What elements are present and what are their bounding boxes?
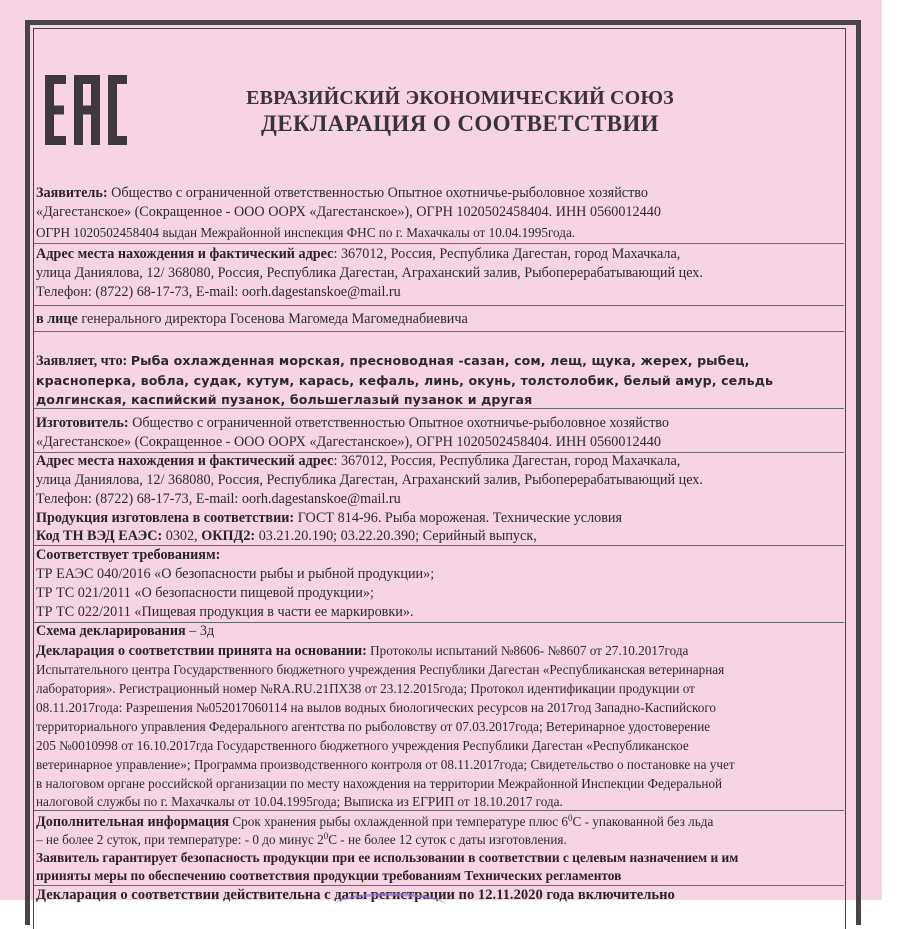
divider — [34, 305, 844, 306]
address-label: Адрес места нахождения и фактический адрес — [36, 246, 334, 262]
validity-text: Декларация о соответствии действительна с даты регистрации по 12.11.2020 года включительно — [36, 887, 675, 903]
document-header — [200, 86, 720, 138]
applicant-line-3: ОГРН 1020502458404 выдан Межрайонной инспекция ФНС по г. Махачкалы от 10.04.1995года. — [36, 225, 576, 240]
product-standard-label: Продукция изготовлена в соответствии: — [36, 510, 295, 526]
divider — [34, 331, 844, 332]
manufacturer-address-line-2: улица Даниялова, 12/ 368080, Россия, Республика Дагестан, Аграханский залив, Рыбоперерабатывающий цех. — [36, 472, 703, 488]
divider — [34, 810, 844, 811]
address-value: : 367012, Россия, Республика Дагестан, город Махачкала, — [333, 453, 681, 469]
applicant-line-2: «Дагестанское» (Сокращенное - ООО ООРХ «Дагестанское»), ОГРН 1020502458404. ИНН 0560012440 — [36, 204, 661, 220]
basis-value: Протоколы испытаний №8606- №8607 от 27.10.2017года — [366, 643, 689, 658]
guarantee-line-1 — [36, 848, 836, 867]
basis-line: в налоговом органе российской организации по месту нахождения на территории Межрайонной Инспекции Федеральной — [36, 776, 723, 791]
divider — [34, 243, 844, 244]
basis-line: 205 №0010998 от 16.10.2017гда Государственного бюджетного учреждения Республики Дагестан «Республиканское — [36, 738, 689, 753]
stamp-edge — [335, 893, 445, 916]
codes-line — [36, 527, 836, 546]
scheme-line — [36, 622, 836, 641]
requirement-item: ТР ТС 022/2011 «Пищевая продукция в части ее маркировки». — [36, 604, 414, 620]
declares-line-3: долгинская, каспийский пузанок, большеглазый пузанок и другая — [36, 392, 533, 407]
declares-line-1 — [36, 351, 836, 371]
manufacturer-address-line-1 — [36, 452, 836, 471]
guarantee-text: Заявитель гарантирует безопасность продукции при ее использовании в соответствии с целевым назначением и им — [36, 850, 739, 865]
requirements-label: Соответствует требованиям: — [36, 547, 221, 563]
applicant-line-1 — [36, 184, 836, 203]
basis-line: ветеринарное управление»; Программа производственного контроля от 08.11.2017года; Свидетельство о постановке на учет — [36, 757, 735, 772]
basis-line: лаборатория». Регистрационный номер №RA.RU.21ПХ38 от 23.12.2015года; Протокол идентификации продукции от — [36, 681, 695, 696]
manufacturer-name: Общество с ограниченной ответственностью Опытное охотничье-рыболовное хозяйство — [128, 415, 669, 431]
product-description: Рыба охлажденная морская, пресноводная -сазан, сом, лещ, щука, жерех, рыбец, — [130, 353, 750, 368]
divider — [34, 408, 844, 409]
applicant-phone-email: Телефон: (8722) 68-17-73, E-mail: oorh.dagestanskoe@mail.ru — [36, 284, 401, 300]
requirement-item: ТР ЕАЭС 040/2016 «О безопасности рыбы и рыбной продукции»; — [36, 566, 435, 582]
applicant-address-line-2: улица Даниялова, 12/ 368080, Россия, Республика Дагестан, Аграханский залив, Рыбоперерабатывающий цех. — [36, 265, 703, 281]
product-standard-value: ГОСТ 814-96. Рыба мороженая. Технические условия — [294, 510, 623, 526]
degree-sup: 0 — [323, 831, 329, 841]
storage-text: С - упакованной без льда — [572, 814, 714, 829]
okpd2-value: 03.21.20.190; 03.22.20.390; Серийный выпуск, — [255, 528, 537, 544]
address-label: Адрес места нахождения и фактический адрес — [36, 453, 334, 469]
applicant-name: Общество с ограниченной ответственностью Опытное охотничье-рыболовное хозяйство — [107, 185, 648, 201]
basis-line: территориального управления Федерального агентства по рыболовству от 07.03.2017года; Ветеринарное удостоверение — [36, 719, 711, 734]
basis-line: Испытательного центра Государственного бюджетного учреждения Республики Дагестан «Республиканская ветеринарная — [36, 662, 725, 677]
applicant-address-line-1 — [36, 245, 836, 264]
storage-text: Срок хранения рыбы охлажденной при температуре плюс 6 — [229, 814, 569, 829]
address-value: : 367012, Россия, Республика Дагестан, город Махачкала, — [333, 246, 681, 262]
storage-text: С - не более 12 суток с даты изготовления. — [328, 832, 567, 847]
representative-line — [36, 310, 836, 329]
basis-line-1 — [36, 641, 836, 661]
additional-info-line-2 — [36, 830, 836, 849]
additional-info-label: Дополнительная информация — [36, 814, 230, 830]
product-standard-line — [36, 509, 836, 528]
union-title: ЕВРАЗИЙСКИЙ ЭКОНОМИЧЕСКИЙ СОЮЗ — [246, 87, 674, 109]
tn-ved-label: Код ТН ВЭД ЕАЭС: — [36, 528, 163, 544]
storage-text: – не более 2 суток, при температуре: - 0 до минус 2 — [36, 832, 324, 847]
basis-label: Декларация о соответствии принята на основании: — [36, 643, 367, 659]
manufacturer-label: Изготовитель: — [36, 415, 129, 431]
representative-value: генерального директора Госенова Магомеда Магомеднабиевича — [77, 311, 468, 327]
eac-logo-icon — [45, 75, 127, 145]
okpd2-label: ОКПД2: — [201, 528, 256, 544]
declares-line-2: красноперка, вобла, судак, кутум, карась, кефаль, линь, окунь, толстолобик, белый амур, сельдь — [36, 373, 774, 388]
manufacturer-line-2: «Дагестанское» (Сокращенное - ООО ООРХ «Дагестанское»), ОГРН 1020502458404. ИНН 0560012440 — [36, 434, 661, 450]
basis-line: 08.11.2017года: Разрешения №052017060114 на вылов водных биологических ресурсов на 2017год Западно-Каспийского — [36, 700, 717, 715]
representative-label: в лице — [36, 311, 78, 327]
degree-sup: 0 — [568, 813, 573, 823]
requirements-heading — [36, 546, 836, 565]
declares-label: Заявляет, что: — [36, 353, 131, 369]
manufacturer-line-1 — [36, 414, 836, 433]
additional-info-line-1 — [36, 812, 836, 832]
document-title: ДЕКЛАРАЦИЯ О СООТВЕТСТВИИ — [261, 111, 659, 136]
requirement-item: ТР ТС 021/2011 «О безопасности пищевой продукции»; — [36, 585, 374, 601]
manufacturer-phone-email: Телефон: (8722) 68-17-73, E-mail: oorh.dagestanskoe@mail.ru — [36, 491, 401, 507]
guarantee-line-2 — [36, 866, 836, 885]
basis-line: налоговой службы по г. Махачкалы от 10.04.1995года; Выписка из ЕГРИП от 18.10.2017 года. — [36, 794, 563, 809]
guarantee-text: приняты меры по обеспечению соответствия продукции требованиям Технических регламентов — [36, 868, 622, 883]
tn-ved-value: 0302, — [162, 528, 202, 544]
applicant-label: Заявитель: — [36, 185, 108, 201]
scheme-value: – 3д — [185, 623, 215, 639]
scheme-label: Схема декларирования — [36, 623, 186, 639]
